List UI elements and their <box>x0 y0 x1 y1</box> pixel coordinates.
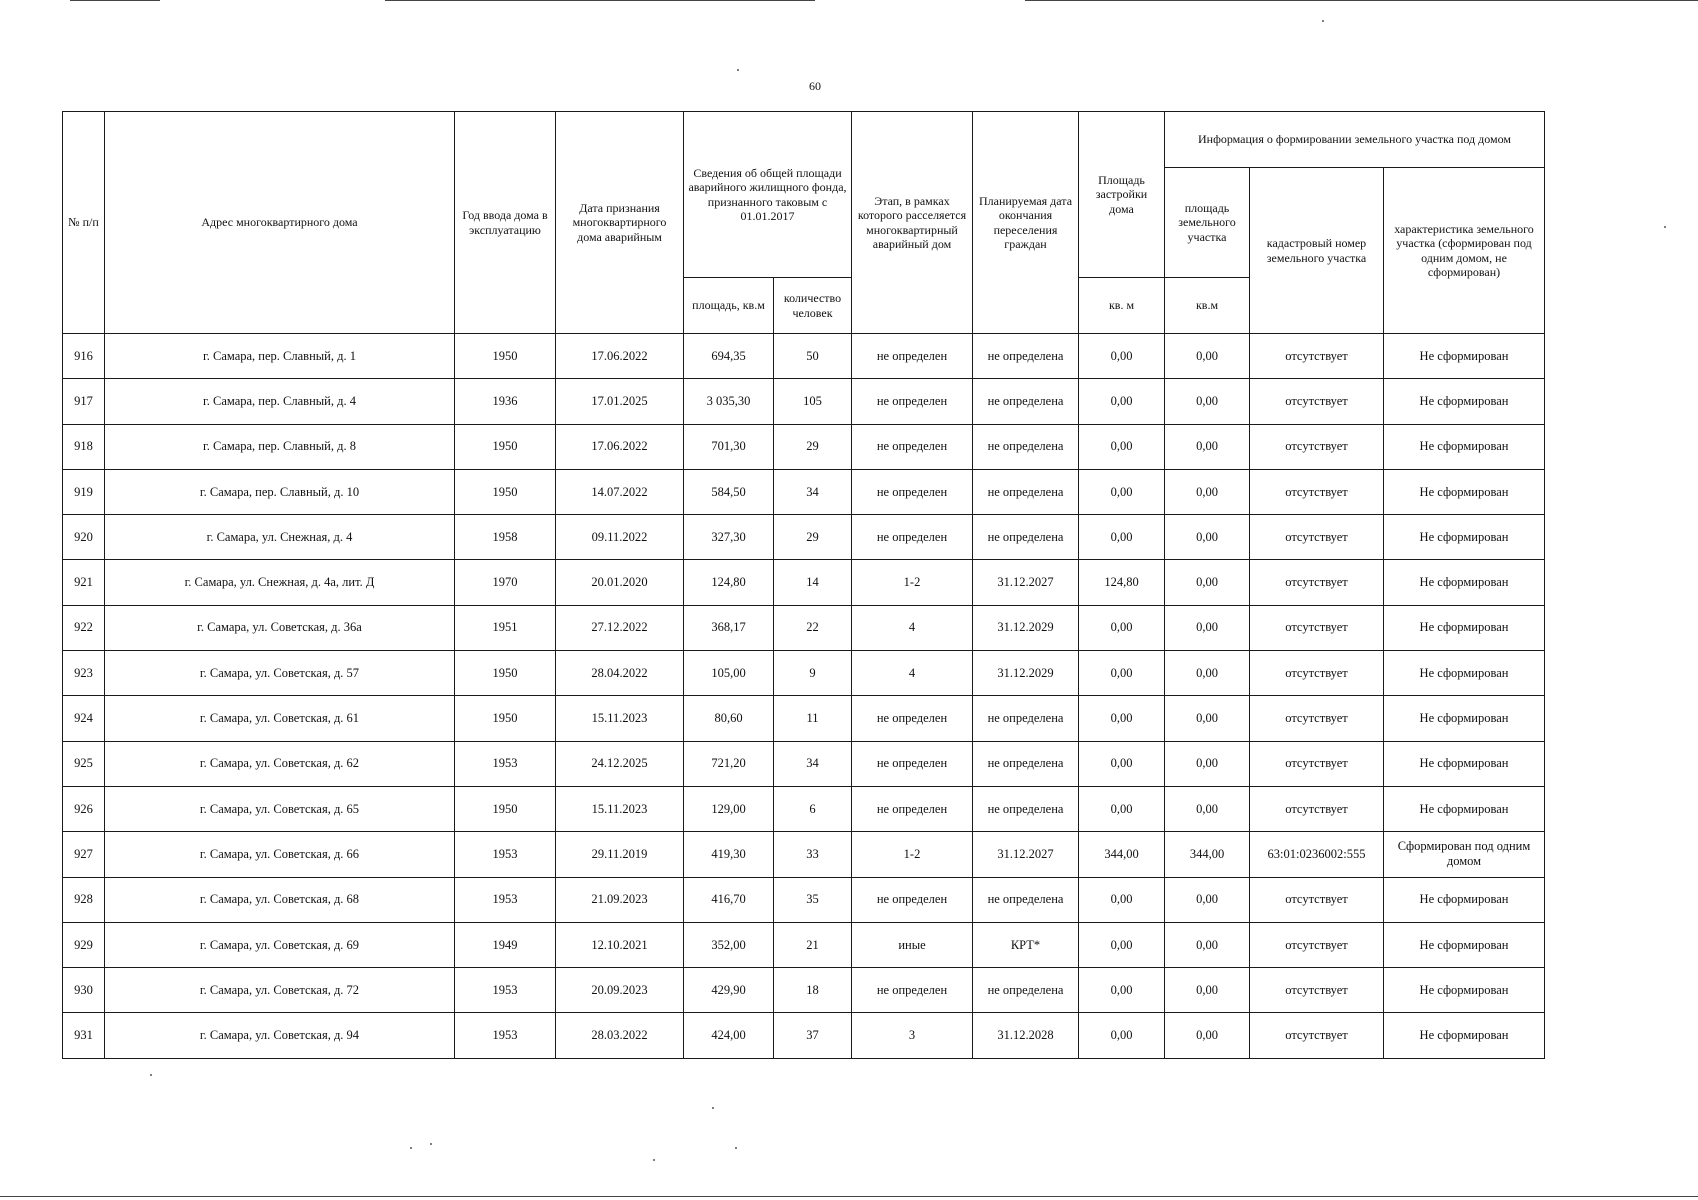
cell-address: г. Самара, ул. Советская, д. 94 <box>105 1013 455 1058</box>
cell-year: 1950 <box>455 469 556 514</box>
cell-cadastral: отсутствует <box>1250 379 1384 424</box>
cell-building-area: 124,80 <box>1079 560 1165 605</box>
cell-people: 35 <box>774 877 852 922</box>
cell-date: 27.12.2022 <box>556 605 684 650</box>
cell-area: 80,60 <box>684 696 774 741</box>
cell-area: 424,00 <box>684 1013 774 1058</box>
cell-land-area: 0,00 <box>1165 1013 1250 1058</box>
table-row <box>63 515 1545 560</box>
cell-address: г. Самара, ул. Советская, д. 68 <box>105 877 455 922</box>
cell-area: 352,00 <box>684 922 774 967</box>
cell-cadastral: отсутствует <box>1250 741 1384 786</box>
header-year: Год ввода дома в эксплуатацию <box>455 112 556 334</box>
cell-date: 15.11.2023 <box>556 696 684 741</box>
cell-address: г. Самара, ул. Советская, д. 65 <box>105 786 455 831</box>
cell-stage: не определен <box>852 424 973 469</box>
cell-characteristic: Сформирован под одним домом <box>1384 832 1545 877</box>
cell-characteristic: Не сформирован <box>1384 515 1545 560</box>
cell-building-area: 0,00 <box>1079 515 1165 560</box>
cell-building-area: 0,00 <box>1079 968 1165 1013</box>
cell-date: 15.11.2023 <box>556 786 684 831</box>
table-row <box>63 922 1545 967</box>
cell-cadastral: отсутствует <box>1250 334 1384 379</box>
cell-num: 925 <box>63 741 105 786</box>
scan-edge-top-middle <box>385 0 815 1</box>
cell-cadastral: отсутствует <box>1250 922 1384 967</box>
cell-area: 327,30 <box>684 515 774 560</box>
cell-people: 29 <box>774 424 852 469</box>
table-body <box>63 334 1545 1059</box>
cell-land-area: 0,00 <box>1165 651 1250 696</box>
cell-cadastral: 63:01:0236002:555 <box>1250 832 1384 877</box>
cell-date: 17.06.2022 <box>556 424 684 469</box>
cell-area: 124,80 <box>684 560 774 605</box>
cell-characteristic: Не сформирован <box>1384 1013 1545 1058</box>
cell-characteristic: Не сформирован <box>1384 922 1545 967</box>
cell-cadastral: отсутствует <box>1250 469 1384 514</box>
scan-speck <box>430 1143 432 1145</box>
cell-stage: 4 <box>852 605 973 650</box>
table-row <box>63 786 1545 831</box>
header-characteristic: характеристика земельного участка (сформирован под одним домом, не сформирован) <box>1384 168 1545 334</box>
cell-num: 929 <box>63 922 105 967</box>
cell-stage: не определен <box>852 696 973 741</box>
scan-speck <box>1322 20 1324 22</box>
cell-planned-date: 31.12.2029 <box>973 605 1079 650</box>
cell-land-area: 0,00 <box>1165 605 1250 650</box>
cell-address: г. Самара, ул. Советская, д. 62 <box>105 741 455 786</box>
cell-characteristic: Не сформирован <box>1384 786 1545 831</box>
table-row <box>63 696 1545 741</box>
header-cadastral: кадастровый номер земельного участка <box>1250 168 1384 334</box>
cell-stage: не определен <box>852 334 973 379</box>
cell-planned-date: 31.12.2027 <box>973 560 1079 605</box>
cell-building-area: 0,00 <box>1079 741 1165 786</box>
cell-year: 1953 <box>455 968 556 1013</box>
cell-characteristic: Не сформирован <box>1384 651 1545 696</box>
cell-area: 105,00 <box>684 651 774 696</box>
cell-land-area: 0,00 <box>1165 968 1250 1013</box>
emergency-housing-table <box>62 111 1545 1059</box>
scan-edge-top-right <box>1025 0 1698 1</box>
cell-people: 50 <box>774 334 852 379</box>
table-row <box>63 469 1545 514</box>
cell-characteristic: Не сформирован <box>1384 424 1545 469</box>
cell-year: 1950 <box>455 696 556 741</box>
cell-cadastral: отсутствует <box>1250 651 1384 696</box>
cell-land-area: 0,00 <box>1165 424 1250 469</box>
cell-people: 105 <box>774 379 852 424</box>
cell-address: г. Самара, ул. Советская, д. 66 <box>105 832 455 877</box>
table-row <box>63 877 1545 922</box>
cell-address: г. Самара, ул. Советская, д. 61 <box>105 696 455 741</box>
header-land-area: площадь земельного участка <box>1165 168 1250 278</box>
cell-planned-date: не определена <box>973 379 1079 424</box>
cell-land-area: 0,00 <box>1165 877 1250 922</box>
cell-cadastral: отсутствует <box>1250 515 1384 560</box>
cell-cadastral: отсутствует <box>1250 424 1384 469</box>
cell-characteristic: Не сформирован <box>1384 560 1545 605</box>
cell-area: 368,17 <box>684 605 774 650</box>
cell-characteristic: Не сформирован <box>1384 334 1545 379</box>
scan-speck <box>410 1147 412 1149</box>
cell-stage: не определен <box>852 968 973 1013</box>
header-land-area-unit: кв.м <box>1165 278 1250 334</box>
cell-planned-date: КРТ* <box>973 922 1079 967</box>
cell-address: г. Самара, ул. Советская, д. 72 <box>105 968 455 1013</box>
table-row <box>63 1013 1545 1058</box>
cell-address: г. Самара, ул. Снежная, д. 4 <box>105 515 455 560</box>
cell-characteristic: Не сформирован <box>1384 696 1545 741</box>
cell-stage: иные <box>852 922 973 967</box>
cell-address: г. Самара, пер. Славный, д. 4 <box>105 379 455 424</box>
cell-area: 129,00 <box>684 786 774 831</box>
header-building-area: Площадь застройки дома <box>1079 112 1165 278</box>
cell-characteristic: Не сформирован <box>1384 741 1545 786</box>
header-area-info: Сведения об общей площади аварийного жилищного фонда, признанного таковым с 01.01.2017 <box>684 112 852 278</box>
scan-speck <box>150 1074 152 1076</box>
cell-area: 419,30 <box>684 832 774 877</box>
cell-area: 694,35 <box>684 334 774 379</box>
header-building-area-unit: кв. м <box>1079 278 1165 334</box>
cell-date: 20.09.2023 <box>556 968 684 1013</box>
cell-planned-date: 31.12.2028 <box>973 1013 1079 1058</box>
cell-land-area: 0,00 <box>1165 741 1250 786</box>
cell-num: 919 <box>63 469 105 514</box>
cell-num: 931 <box>63 1013 105 1058</box>
header-date-recognized: Дата признания многоквартирного дома аварийным <box>556 112 684 334</box>
cell-planned-date: не определена <box>973 334 1079 379</box>
cell-year: 1950 <box>455 651 556 696</box>
cell-characteristic: Не сформирован <box>1384 877 1545 922</box>
cell-land-area: 0,00 <box>1165 696 1250 741</box>
cell-stage: не определен <box>852 469 973 514</box>
table-row <box>63 832 1545 877</box>
cell-cadastral: отсутствует <box>1250 786 1384 831</box>
cell-stage: не определен <box>852 741 973 786</box>
cell-people: 34 <box>774 469 852 514</box>
cell-planned-date: не определена <box>973 515 1079 560</box>
scan-edge-top-left <box>70 0 160 1</box>
cell-year: 1951 <box>455 605 556 650</box>
cell-land-area: 0,00 <box>1165 334 1250 379</box>
cell-stage: не определен <box>852 379 973 424</box>
cell-stage: 3 <box>852 1013 973 1058</box>
scan-speck <box>712 1107 714 1109</box>
table-row <box>63 379 1545 424</box>
cell-people: 21 <box>774 922 852 967</box>
header-planned-date: Планируемая дата окончания переселения граждан <box>973 112 1079 334</box>
cell-year: 1950 <box>455 424 556 469</box>
cell-year: 1953 <box>455 832 556 877</box>
cell-date: 29.11.2019 <box>556 832 684 877</box>
cell-planned-date: 31.12.2029 <box>973 651 1079 696</box>
cell-building-area: 0,00 <box>1079 379 1165 424</box>
cell-date: 28.04.2022 <box>556 651 684 696</box>
cell-year: 1970 <box>455 560 556 605</box>
cell-people: 29 <box>774 515 852 560</box>
table-row <box>63 605 1545 650</box>
cell-stage: не определен <box>852 786 973 831</box>
table-row <box>63 560 1545 605</box>
cell-land-area: 0,00 <box>1165 379 1250 424</box>
cell-num: 916 <box>63 334 105 379</box>
cell-characteristic: Не сформирован <box>1384 379 1545 424</box>
cell-people: 37 <box>774 1013 852 1058</box>
header-address: Адрес многоквартирного дома <box>105 112 455 334</box>
cell-area: 721,20 <box>684 741 774 786</box>
cell-num: 924 <box>63 696 105 741</box>
scan-speck <box>653 1159 655 1161</box>
cell-land-area: 0,00 <box>1165 560 1250 605</box>
cell-cadastral: отсутствует <box>1250 696 1384 741</box>
cell-land-area: 0,00 <box>1165 786 1250 831</box>
cell-date: 12.10.2021 <box>556 922 684 967</box>
cell-planned-date: не определена <box>973 877 1079 922</box>
cell-cadastral: отсутствует <box>1250 1013 1384 1058</box>
table-row <box>63 334 1545 379</box>
cell-land-area: 0,00 <box>1165 469 1250 514</box>
cell-address: г. Самара, пер. Славный, д. 8 <box>105 424 455 469</box>
cell-building-area: 0,00 <box>1079 1013 1165 1058</box>
cell-building-area: 0,00 <box>1079 651 1165 696</box>
cell-cadastral: отсутствует <box>1250 968 1384 1013</box>
cell-building-area: 0,00 <box>1079 877 1165 922</box>
table-header <box>63 112 1545 334</box>
table-row <box>63 968 1545 1013</box>
cell-building-area: 0,00 <box>1079 786 1165 831</box>
cell-num: 922 <box>63 605 105 650</box>
cell-num: 920 <box>63 515 105 560</box>
cell-people: 9 <box>774 651 852 696</box>
cell-planned-date: не определена <box>973 424 1079 469</box>
cell-year: 1950 <box>455 334 556 379</box>
cell-building-area: 0,00 <box>1079 922 1165 967</box>
cell-num: 927 <box>63 832 105 877</box>
cell-characteristic: Не сформирован <box>1384 469 1545 514</box>
cell-date: 21.09.2023 <box>556 877 684 922</box>
cell-area: 3 035,30 <box>684 379 774 424</box>
cell-year: 1953 <box>455 741 556 786</box>
cell-num: 918 <box>63 424 105 469</box>
cell-land-area: 344,00 <box>1165 832 1250 877</box>
cell-address: г. Самара, пер. Славный, д. 1 <box>105 334 455 379</box>
cell-num: 921 <box>63 560 105 605</box>
cell-num: 930 <box>63 968 105 1013</box>
cell-planned-date: 31.12.2027 <box>973 832 1079 877</box>
cell-stage: 1-2 <box>852 832 973 877</box>
cell-year: 1953 <box>455 1013 556 1058</box>
cell-stage: не определен <box>852 877 973 922</box>
cell-land-area: 0,00 <box>1165 922 1250 967</box>
cell-planned-date: не определена <box>973 469 1079 514</box>
cell-stage: 1-2 <box>852 560 973 605</box>
cell-year: 1950 <box>455 786 556 831</box>
header-stage: Этап, в рамках которого расселяется многоквартирный аварийный дом <box>852 112 973 334</box>
cell-people: 34 <box>774 741 852 786</box>
cell-building-area: 0,00 <box>1079 334 1165 379</box>
cell-address: г. Самара, пер. Славный, д. 10 <box>105 469 455 514</box>
cell-date: 14.07.2022 <box>556 469 684 514</box>
cell-year: 1949 <box>455 922 556 967</box>
cell-stage: 4 <box>852 651 973 696</box>
header-area-sub: площадь, кв.м <box>684 278 774 334</box>
cell-building-area: 0,00 <box>1079 469 1165 514</box>
cell-building-area: 0,00 <box>1079 605 1165 650</box>
cell-num: 917 <box>63 379 105 424</box>
cell-people: 22 <box>774 605 852 650</box>
cell-num: 923 <box>63 651 105 696</box>
cell-area: 701,30 <box>684 424 774 469</box>
cell-area: 429,90 <box>684 968 774 1013</box>
cell-building-area: 0,00 <box>1079 424 1165 469</box>
scan-speck <box>737 69 739 71</box>
cell-people: 11 <box>774 696 852 741</box>
cell-address: г. Самара, ул. Советская, д. 36а <box>105 605 455 650</box>
table-row <box>63 741 1545 786</box>
cell-date: 28.03.2022 <box>556 1013 684 1058</box>
cell-planned-date: не определена <box>973 786 1079 831</box>
cell-date: 24.12.2025 <box>556 741 684 786</box>
cell-characteristic: Не сформирован <box>1384 968 1545 1013</box>
cell-cadastral: отсутствует <box>1250 560 1384 605</box>
cell-planned-date: не определена <box>973 741 1079 786</box>
cell-date: 17.01.2025 <box>556 379 684 424</box>
cell-date: 17.06.2022 <box>556 334 684 379</box>
cell-planned-date: не определена <box>973 696 1079 741</box>
header-num: № п/п <box>63 112 105 334</box>
header-land-info: Информация о формировании земельного участка под домом <box>1165 112 1545 168</box>
cell-num: 928 <box>63 877 105 922</box>
cell-people: 6 <box>774 786 852 831</box>
cell-building-area: 0,00 <box>1079 696 1165 741</box>
cell-year: 1936 <box>455 379 556 424</box>
cell-year: 1953 <box>455 877 556 922</box>
cell-year: 1958 <box>455 515 556 560</box>
cell-land-area: 0,00 <box>1165 515 1250 560</box>
cell-cadastral: отсутствует <box>1250 877 1384 922</box>
cell-num: 926 <box>63 786 105 831</box>
scan-edge-bottom <box>0 1196 1698 1197</box>
scan-speck <box>1664 226 1666 228</box>
page-number: 60 <box>809 79 821 93</box>
cell-area: 416,70 <box>684 877 774 922</box>
cell-characteristic: Не сформирован <box>1384 605 1545 650</box>
cell-people: 14 <box>774 560 852 605</box>
scan-speck <box>735 1147 737 1149</box>
cell-stage: не определен <box>852 515 973 560</box>
cell-cadastral: отсутствует <box>1250 605 1384 650</box>
cell-address: г. Самара, ул. Советская, д. 57 <box>105 651 455 696</box>
cell-address: г. Самара, ул. Снежная, д. 4а, лит. Д <box>105 560 455 605</box>
table-row <box>63 424 1545 469</box>
header-people-sub: количество человек <box>774 278 852 334</box>
cell-planned-date: не определена <box>973 968 1079 1013</box>
cell-date: 09.11.2022 <box>556 515 684 560</box>
cell-date: 20.01.2020 <box>556 560 684 605</box>
cell-address: г. Самара, ул. Советская, д. 69 <box>105 922 455 967</box>
cell-people: 18 <box>774 968 852 1013</box>
cell-building-area: 344,00 <box>1079 832 1165 877</box>
cell-people: 33 <box>774 832 852 877</box>
cell-area: 584,50 <box>684 469 774 514</box>
table-row <box>63 651 1545 696</box>
